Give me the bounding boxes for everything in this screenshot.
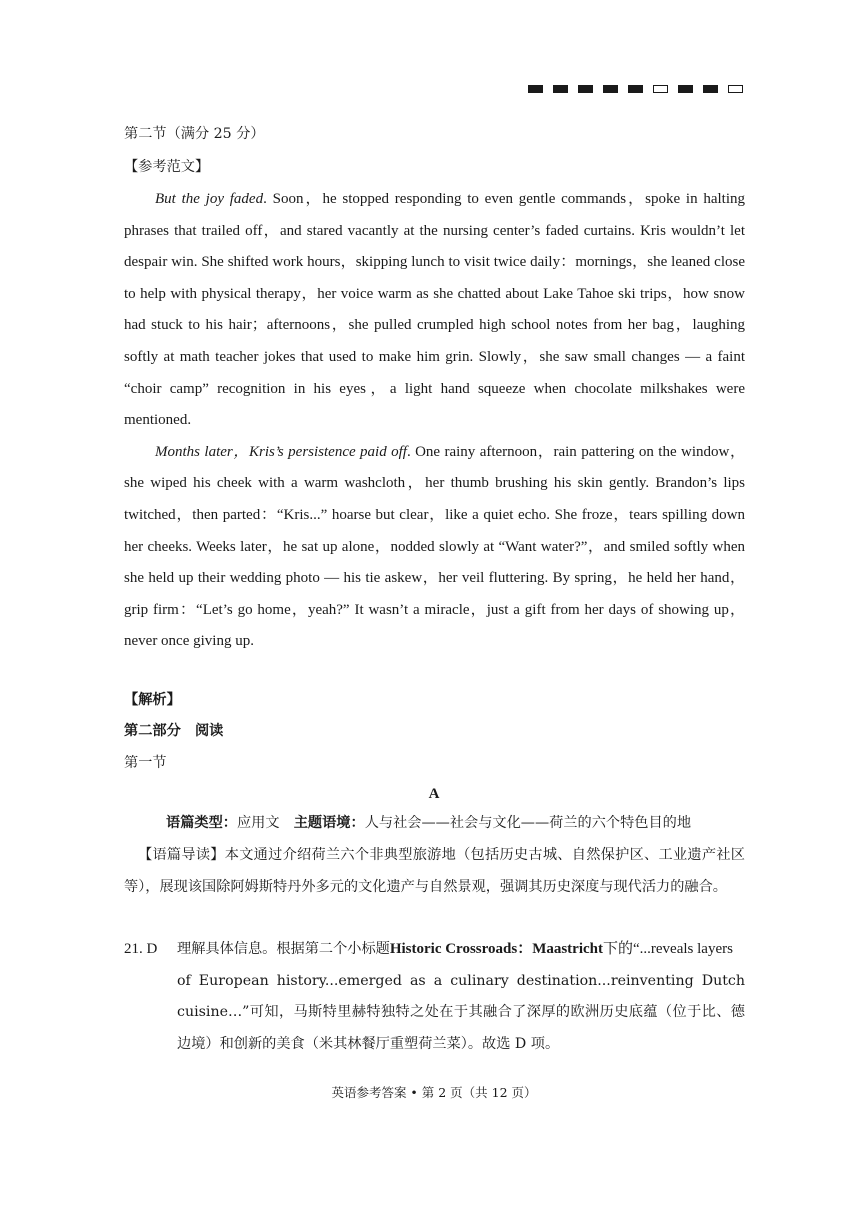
header-mark: [653, 85, 668, 93]
genre-value: 应用文: [236, 815, 280, 831]
question-21-number: 21. D: [124, 941, 158, 957]
header-mark: [703, 85, 718, 93]
genre-label: 语篇类型：: [166, 815, 237, 831]
header-mark: [603, 85, 618, 93]
header-mark: [553, 85, 568, 93]
essay-paragraph-2: [124, 437, 745, 658]
header-marks: [528, 85, 743, 93]
header-mark: [628, 85, 643, 93]
question-21-heading: Historic Crossroads：Maastricht: [389, 941, 603, 957]
essay-paragraph-2-lead: Months later，Kris’s persistence paid off: [155, 443, 407, 460]
header-mark: [728, 85, 743, 93]
section-heading: 第一节: [124, 755, 167, 771]
genre-theme-line: [166, 808, 691, 840]
question-21-explanation: of European history...emerged as a culinary destination...reinventing Dutch cuisine…”可知，马斯特里赫特独特之处在于其融合了深厚的欧洲历史底蕴（位于比、德边境）和创新的美食（米其林餐厅重塑荷兰菜）。故选 D 项。: [177, 972, 745, 1052]
section-title: 第二节（满分 25 分）: [124, 126, 265, 142]
essay-paragraph-1-text: . Soon，he stopped responding to even gentle commands，spoke in halting phrases that trailed off，and stared vacantly at the nursing center’s faded curtains. Kris wouldn’t let despair win. She shifted work hours，skipping lunch to visit twice daily：mornings，she leaned close to help with physical therapy，her voice warm as she chatted about Lake Tahoe ski trips，how snow had stuck to his hair；afternoons，she pulled crumpled high school notes from her bag，laughing softly at math teacher jokes that used to make him grin. Slowly，she saw small changes — a faint “choir camp” recognition in his eyes，a light hand squeeze when chocolate milkshakes were mentioned.: [124, 191, 745, 429]
essay-paragraph-2-text: . One rainy afternoon，rain pattering on the window，she wiped his cheek with a warm washcloth，her thumb brushing his skin gently. Brandon’s lips twitched，then parted：“Kris...” hoarse but clear，like a quiet echo. She froze，tears spilling down her cheeks. Weeks later，he sat up alone，nodded slowly at “Want water?”，and smiled softly when she held up their wedding photo — his tie askew，her veil fluttering. By spring，he held her hand，grip firm：“Let’s go home，yeah?” It wasn’t a miracle，just a gift from her days of showing up，never once giving up.: [124, 443, 746, 650]
passage-intro: 【语篇导读】本文通过介绍荷兰六个非典型旅游地（包括历史古城、自然保护区、工业遗产社区等），展现该国除阿姆斯特丹外多元的文化遗产与自然景观，强调其历史深度与现代活力的融合。: [124, 847, 745, 895]
theme-value: 人与社会——社会与文化——荷兰的六个特色目的地: [364, 815, 692, 831]
analysis-label: 【解析】: [124, 692, 181, 708]
question-21-first-line: [177, 934, 745, 966]
reference-label: 【参考范文】: [124, 159, 210, 175]
passage-label: A: [428, 786, 440, 802]
header-mark: [678, 85, 693, 93]
header-mark: [528, 85, 543, 93]
model-essay: [124, 184, 745, 658]
page-footer: 英语参考答案 • 第 2 页（共 12 页）: [331, 1085, 537, 1100]
question-21: [124, 934, 745, 1060]
part-heading: 第二部分 阅读: [124, 723, 224, 739]
essay-paragraph-1: [124, 184, 745, 437]
essay-paragraph-1-lead: But the joy faded: [155, 191, 264, 207]
theme-label: 主题语境：: [293, 815, 365, 831]
question-21-pre: 理解具体信息。根据第二个小标题: [177, 941, 390, 957]
question-21-mid: 下的“...reveals layers: [603, 941, 733, 957]
header-mark: [578, 85, 593, 93]
